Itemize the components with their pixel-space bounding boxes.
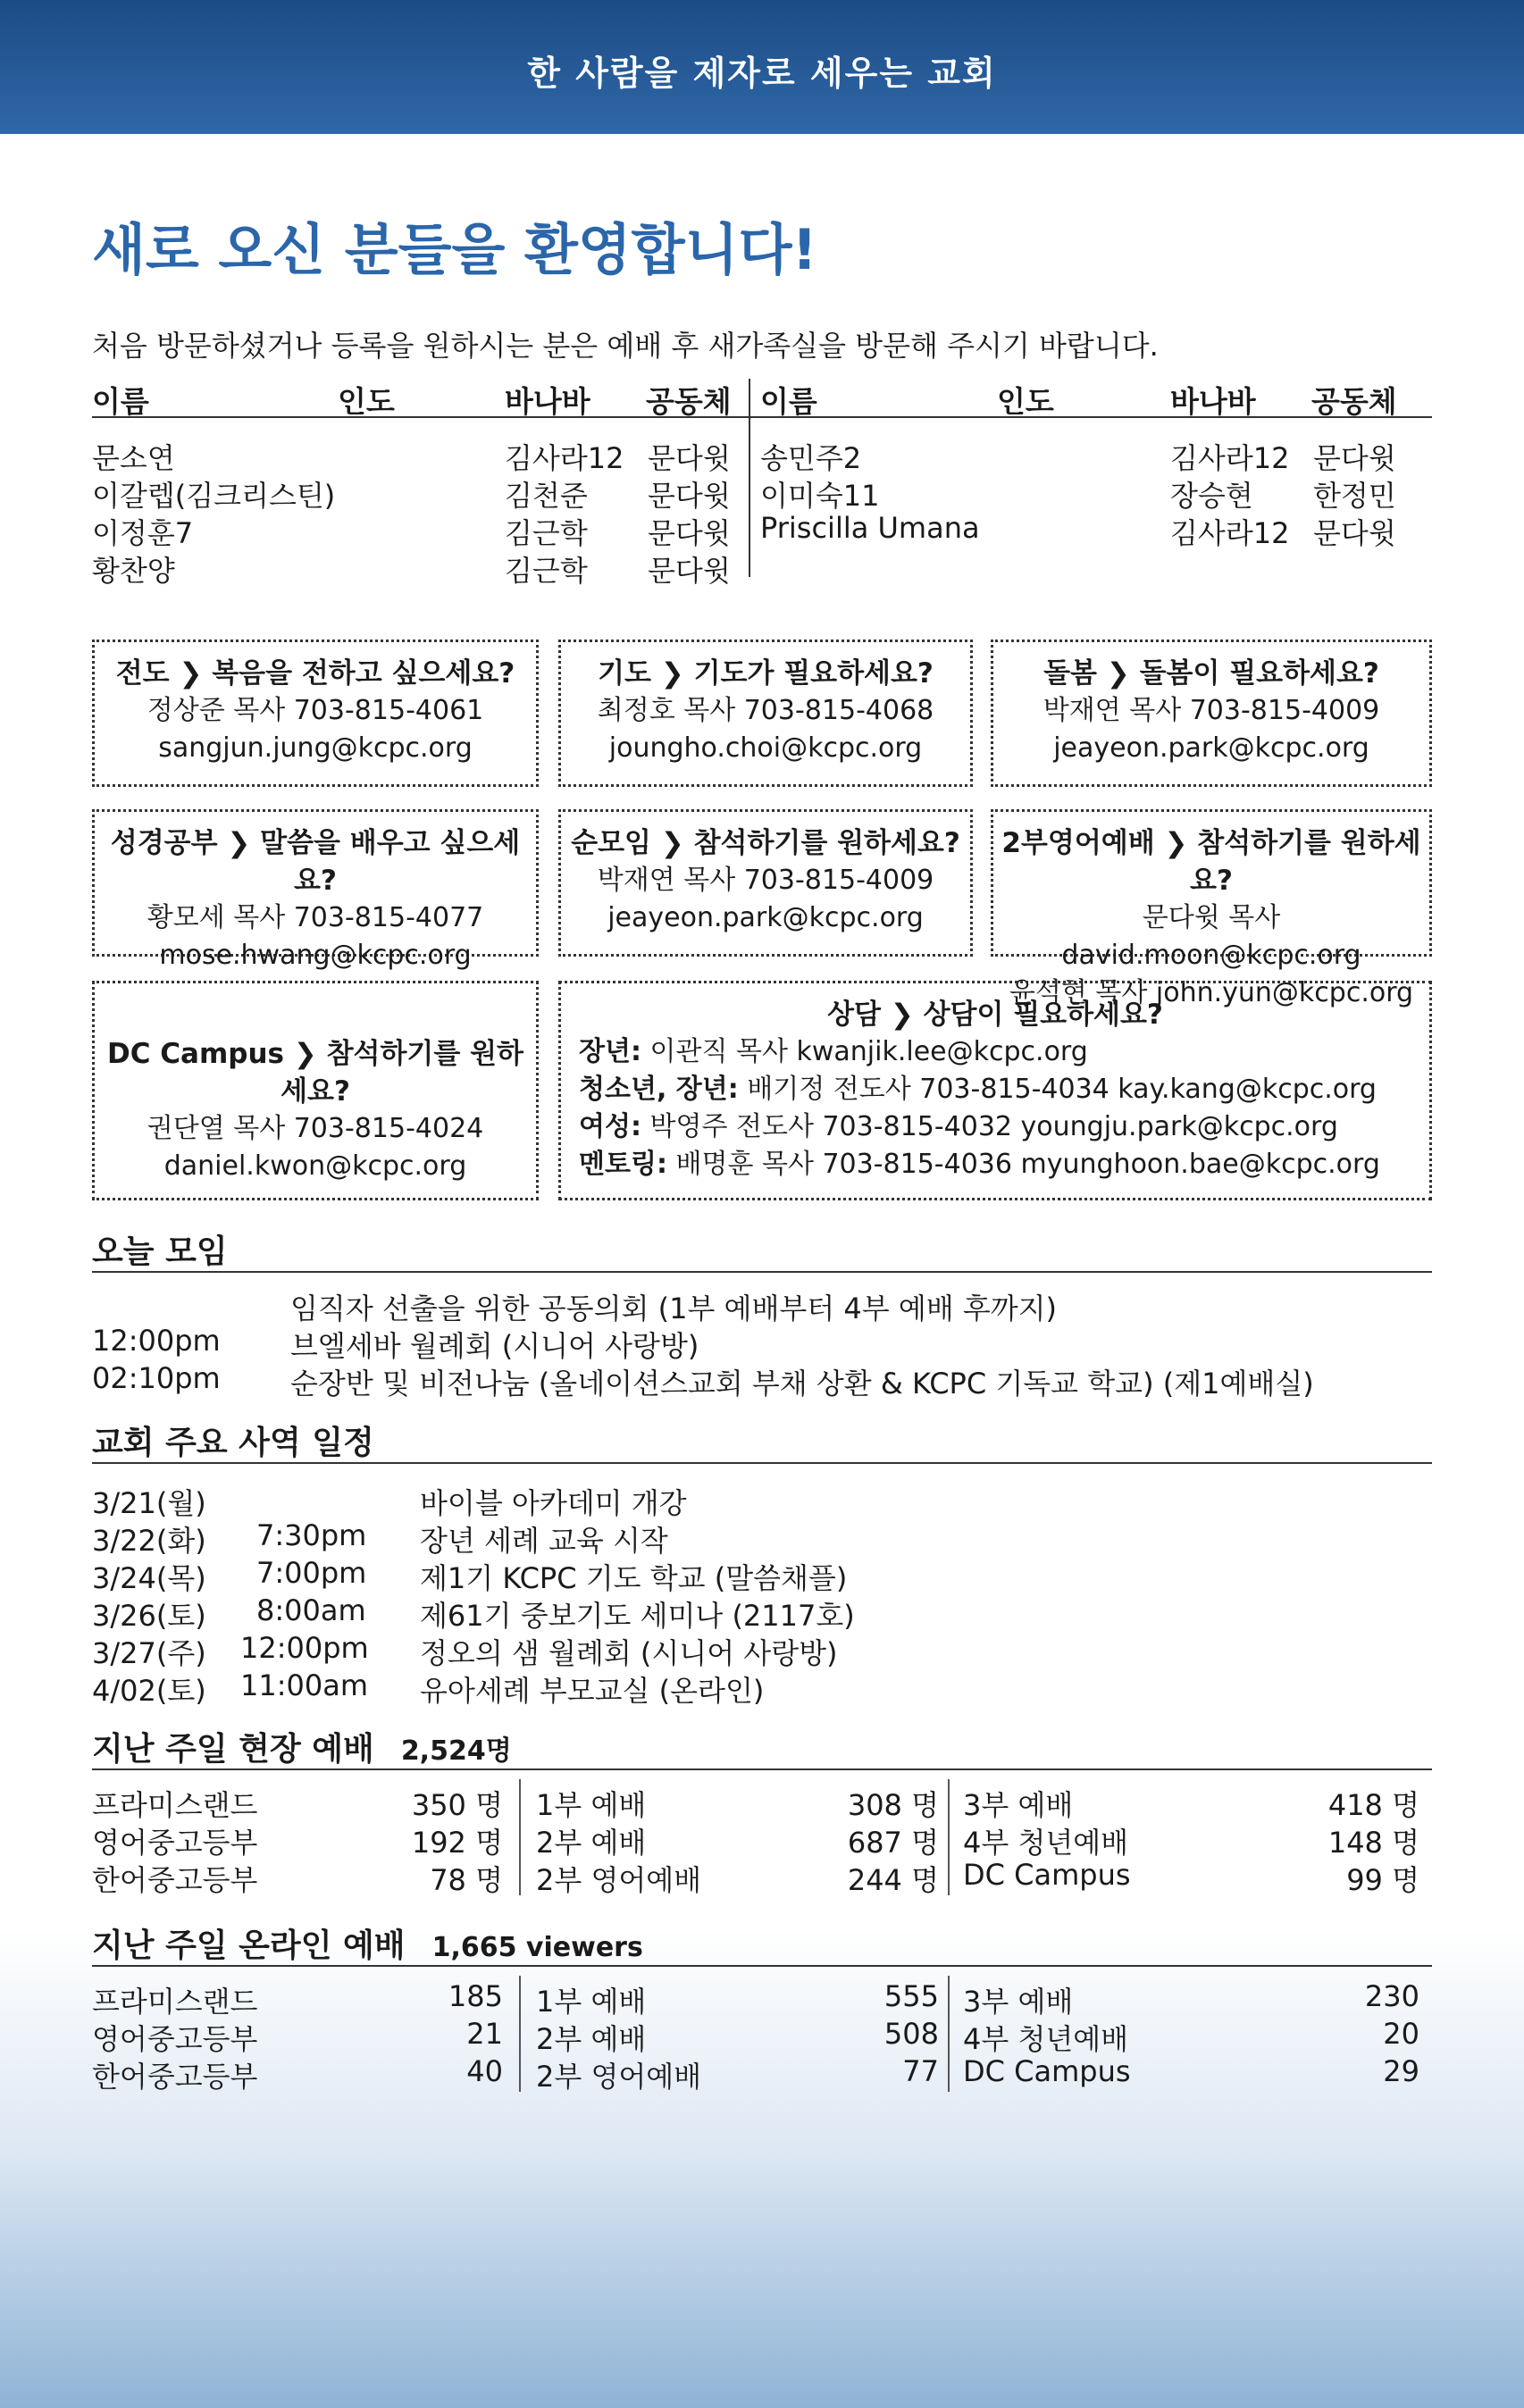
chevron-right-icon: ❯: [1164, 827, 1188, 859]
bible-study-box: [92, 809, 539, 971]
newcomer-name: 송민주2: [760, 441, 862, 475]
counseling-box: [558, 981, 1432, 1200]
schedule-item: [92, 1481, 1432, 1520]
page-banner: 한 사람을 제자로 세우는 교회: [0, 0, 1524, 134]
chevron-right-icon: ❯: [890, 999, 914, 1031]
newcomers-header: [92, 375, 1432, 418]
onsite-count: 418 명: [1327, 1788, 1419, 1822]
onsite-name: 1부 예배: [536, 1788, 647, 1822]
counsel-line: 여성: 박영주 전도사 703-815-4032 youngju.park@kcpc.org: [579, 1111, 1338, 1142]
onsite-count: 148 명: [1327, 1826, 1419, 1860]
contact-line: 문다윗 목사 david.moon@kcpc.org: [1061, 902, 1361, 971]
newcomer-community: 한정민: [1313, 479, 1396, 513]
onsite-name: 4부 청년예배: [963, 1826, 1129, 1860]
column-divider: [948, 1779, 950, 1895]
welcome-intro: 처음 방문하셨거나 등록을 원하시는 분은 예배 후 새가족실을 방문해 주시기 바랍니다.: [92, 329, 1159, 363]
schedule-text: 정오의 샘 월례회 (시니어 사랑방): [420, 1636, 838, 1670]
online-table: [92, 1976, 1432, 2092]
box-title: 2부영어예배 ❯ 참석하기를 원하세요?: [1001, 827, 1421, 897]
cell-group-box: [558, 809, 973, 957]
box-title: 순모임 ❯ 참석하기를 원하세요?: [571, 827, 960, 859]
today-text: 임직자 선출을 위한 공동의회 (1부 예배부터 4부 예배 후까지): [290, 1292, 1058, 1325]
newcomer-barnabas: 김근학: [505, 554, 588, 588]
header-barnabas: 바나바: [505, 384, 590, 419]
online-name: 2부 예배: [536, 2022, 647, 2056]
newcomer-barnabas: 김사라12: [1170, 516, 1290, 550]
schedule-time: 7:00pm: [256, 1556, 367, 1590]
header-community: 공동체: [646, 384, 732, 419]
online-count: 508: [883, 2017, 939, 2051]
today-time: 02:10pm: [92, 1361, 221, 1395]
schedule-text: 유아세례 부모교실 (온라인): [420, 1674, 765, 1708]
newcomer-name: 이미숙11: [760, 479, 880, 513]
newcomer-community: 문다윗: [648, 441, 731, 475]
newcomer-name: Priscilla Umana: [760, 511, 980, 545]
schedule-item: [92, 1593, 1432, 1633]
contact-email[interactable]: sangjun.jung@kcpc.org: [158, 732, 473, 764]
care-box: [991, 640, 1432, 787]
chevron-right-icon: ❯: [660, 827, 684, 859]
today-text: 브엘세바 월례회 (시니어 사랑방): [290, 1329, 699, 1363]
today-item: [92, 1286, 1432, 1325]
english-service-box: [991, 809, 1432, 1008]
chevron-right-icon: ❯: [179, 657, 203, 690]
newcomer-name: 이정훈7: [92, 516, 194, 550]
schedule-text: 제1기 KCPC 기도 학교 (말씀채플): [420, 1561, 848, 1595]
newcomer-row: [92, 473, 1432, 511]
onsite-count: 78 명: [430, 1863, 503, 1897]
newcomer-community: 문다윗: [1313, 516, 1396, 550]
online-name: 영어중고등부: [92, 2022, 258, 2056]
contact-phone: 정상준 목사 703-815-4061: [147, 695, 484, 726]
online-total: 1,665 viewers: [431, 1932, 643, 1963]
box-title: 돌봄 ❯ 돌봄이 필요하세요?: [1043, 657, 1379, 690]
today-time: 12:00pm: [92, 1324, 221, 1358]
schedule-item: [92, 1668, 1432, 1708]
schedule-date: 3/21(월): [92, 1486, 206, 1520]
schedule-item: [92, 1556, 1432, 1595]
newcomer-barnabas: 김천준: [505, 479, 588, 513]
newcomer-barnabas: 김근학: [505, 516, 588, 550]
schedule-text: 제61기 중보기도 세미나 (2117호): [420, 1599, 855, 1633]
newcomer-name: 황찬양: [92, 554, 175, 588]
contact-email[interactable]: mose.hwang@kcpc.org: [159, 940, 472, 971]
newcomer-community: 문다윗: [648, 516, 731, 550]
onsite-name: 한어중고등부: [92, 1863, 258, 1897]
onsite-name: 영어중고등부: [92, 1826, 258, 1860]
contact-email[interactable]: jeayeon.park@kcpc.org: [607, 902, 924, 933]
onsite-name: 2부 예배: [536, 1826, 647, 1860]
counsel-line: 청소년, 장년: 배기정 전도사 703-815-4034 kay.kang@kcpc.org: [579, 1074, 1377, 1105]
schedule-time: 12:00pm: [240, 1631, 369, 1665]
schedule-time: 8:00am: [256, 1593, 366, 1627]
newcomer-barnabas: 장승현: [1170, 479, 1253, 513]
today-item: [92, 1324, 1432, 1363]
contact-line: 윤석현 목사 john.yun@kcpc.org: [1009, 977, 1414, 1008]
onsite-count: 350 명: [411, 1788, 503, 1822]
schedule-date: 4/02(토): [92, 1674, 206, 1708]
chevron-right-icon: ❯: [1106, 657, 1130, 690]
newcomer-row: [92, 548, 1432, 586]
online-count: 29: [1383, 2054, 1419, 2088]
box-title: 기도 ❯ 기도가 필요하세요?: [598, 657, 934, 690]
prayer-box: [558, 640, 973, 787]
box-title: 전도 ❯ 복음을 전하고 싶으세요?: [115, 657, 515, 690]
onsite-table: [92, 1779, 1432, 1895]
contact-phone: 황모세 목사 703-815-4077: [147, 902, 484, 933]
today-item: [92, 1361, 1432, 1400]
today-title: 오늘 모임: [92, 1226, 1432, 1273]
newcomer-name: 문소연: [92, 441, 175, 475]
onsite-title: 지난 주일 현장 예배 2,524명: [92, 1724, 1432, 1770]
column-divider: [519, 1779, 521, 1895]
onsite-count: 192 명: [411, 1826, 503, 1860]
online-count: 77: [902, 2054, 939, 2088]
online-name: 2부 영어예배: [536, 2060, 702, 2094]
schedule-date: 3/26(토): [92, 1599, 206, 1633]
newcomer-community: 문다윗: [648, 479, 731, 513]
onsite-name: 3부 예배: [963, 1788, 1074, 1822]
header-name: 이름: [92, 384, 149, 419]
newcomer-barnabas: 김사라12: [1170, 441, 1290, 475]
online-count: 555: [883, 1979, 939, 2013]
contact-phone: 최정호 목사 703-815-4068: [597, 695, 934, 726]
online-name: 프라미스랜드: [92, 1985, 258, 2019]
onsite-count: 687 명: [847, 1826, 939, 1860]
schedule-item: [92, 1518, 1432, 1558]
online-count: 230: [1364, 1979, 1419, 2013]
onsite-name: 2부 영어예배: [536, 1863, 702, 1897]
contact-email[interactable]: daniel.kwon@kcpc.org: [163, 1150, 467, 1182]
header-guide: 인도: [997, 384, 1054, 419]
online-count: 40: [466, 2054, 503, 2088]
header-name: 이름: [760, 384, 817, 419]
online-name: 1부 예배: [536, 1985, 647, 2019]
onsite-count: 308 명: [847, 1788, 939, 1822]
dc-campus-box: [92, 981, 539, 1200]
counsel-line: 장년: 이관직 목사 kwanjik.lee@kcpc.org: [579, 1036, 1088, 1067]
box-title: 성경공부 ❯ 말씀을 배우고 싶으세요?: [110, 827, 521, 897]
schedule-date: 3/27(주): [92, 1636, 206, 1670]
online-name: 한어중고등부: [92, 2060, 258, 2094]
onsite-count: 99 명: [1346, 1863, 1419, 1897]
header-barnabas: 바나바: [1170, 384, 1256, 419]
online-name: DC Campus: [963, 2054, 1131, 2088]
schedule-text: 바이블 아카데미 개강: [420, 1486, 687, 1520]
online-name: 4부 청년예배: [963, 2022, 1129, 2056]
today-text: 순장반 및 비전나눔 (올네이션스교회 부채 상환 & KCPC 기독교 학교) (제1예배실): [290, 1367, 1314, 1400]
header-guide: 인도: [338, 384, 395, 419]
onsite-name: DC Campus: [963, 1858, 1131, 1892]
onsite-name: 프라미스랜드: [92, 1788, 258, 1822]
contact-email[interactable]: joungho.choi@kcpc.org: [608, 732, 923, 764]
contact-phone: 박재연 목사 703-815-4009: [597, 865, 934, 896]
newcomer-name: 이갈렙(김크리스틴): [92, 479, 336, 513]
chevron-right-icon: ❯: [660, 657, 684, 690]
newcomer-community: 문다윗: [1313, 441, 1396, 475]
column-divider: [519, 1976, 521, 2092]
contact-phone: 박재연 목사 703-815-4009: [1043, 695, 1380, 726]
online-count: 20: [1383, 2017, 1419, 2051]
schedule-title: 교회 주요 사역 일정: [92, 1417, 1432, 1464]
counsel-line: 멘토링: 배명훈 목사 703-815-4036 myunghoon.bae@kcpc.org: [579, 1149, 1380, 1180]
contact-email[interactable]: jeayeon.park@kcpc.org: [1053, 732, 1369, 764]
chevron-right-icon: ❯: [293, 1038, 317, 1070]
schedule-date: 3/24(목): [92, 1561, 206, 1595]
schedule-date: 3/22(화): [92, 1524, 206, 1558]
chevron-right-icon: ❯: [227, 827, 251, 859]
box-title: 상담 ❯ 상담이 필요하세요?: [827, 999, 1163, 1031]
evangelism-box: [92, 640, 539, 787]
online-name: 3부 예배: [963, 1985, 1074, 2019]
schedule-time: 7:30pm: [256, 1518, 367, 1552]
schedule-text: 장년 세례 교육 시작: [420, 1524, 668, 1558]
header-community: 공동체: [1311, 384, 1397, 419]
online-title: 지난 주일 온라인 예배 1,665 viewers: [92, 1920, 1432, 1967]
newcomer-barnabas: 김사라12: [505, 441, 624, 475]
newcomer-row: [92, 511, 1432, 548]
welcome-title: 새로 오신 분들을 환영합니다!: [92, 217, 817, 282]
online-count: 21: [466, 2017, 503, 2051]
onsite-count: 244 명: [847, 1863, 939, 1897]
schedule-item: [92, 1631, 1432, 1670]
schedule-time: 11:00am: [240, 1668, 368, 1702]
contact-phone: 권단열 목사 703-815-4024: [147, 1113, 484, 1144]
online-count: 185: [448, 1979, 503, 2013]
box-title: DC Campus ❯ 참석하기를 원하세요?: [107, 1038, 523, 1108]
onsite-total: 2,524명: [400, 1735, 512, 1767]
newcomer-row: [92, 436, 1432, 473]
newcomer-community: 문다윗: [648, 554, 731, 588]
column-divider: [948, 1976, 950, 2092]
